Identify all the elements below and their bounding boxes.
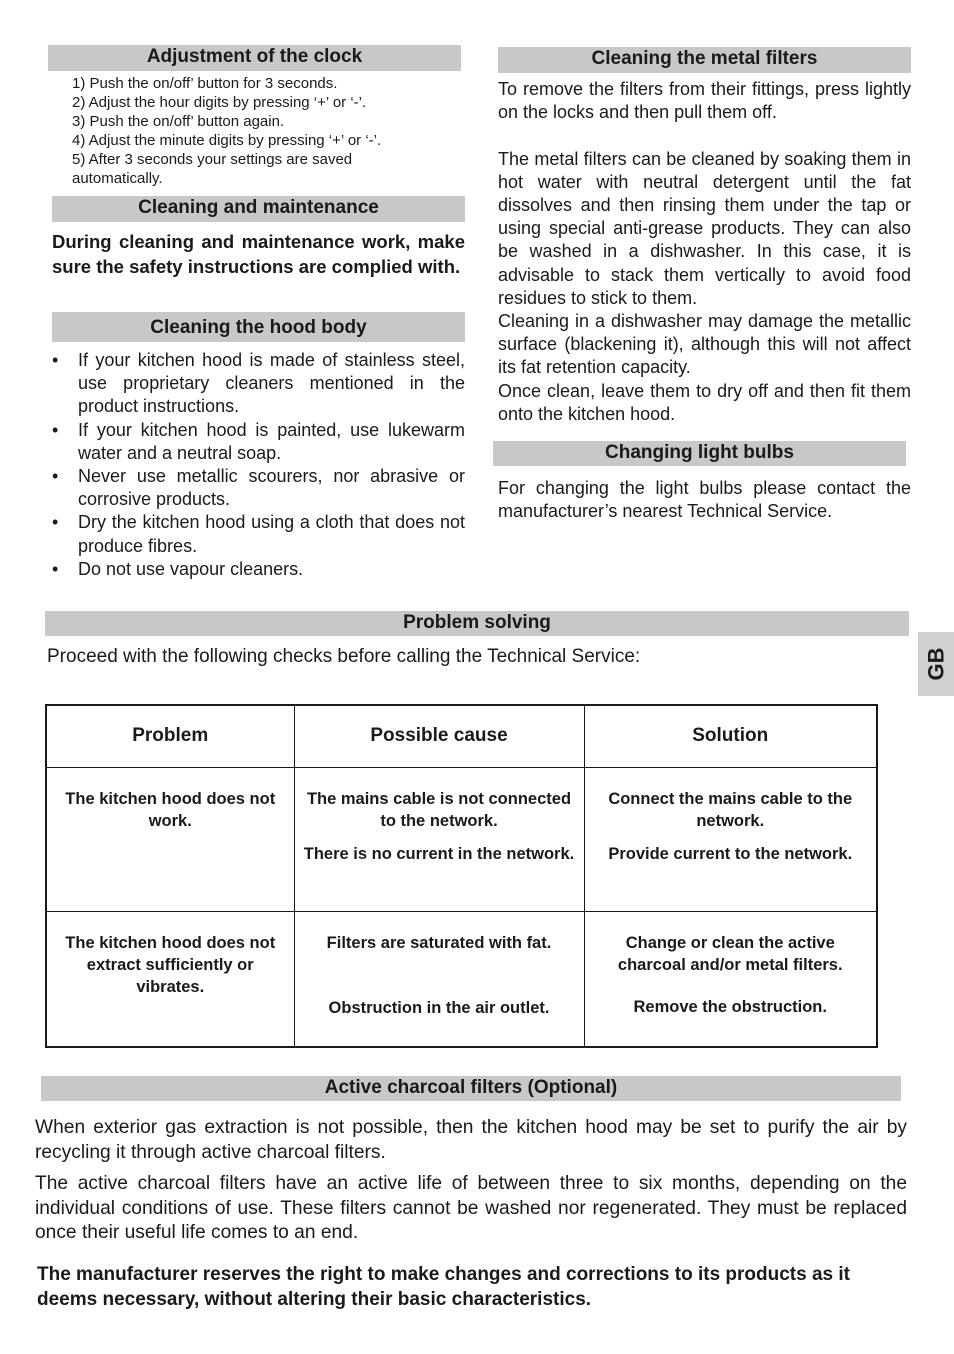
metal-filters-text xyxy=(498,78,911,426)
bullet-item xyxy=(52,419,465,465)
language-tab-gb xyxy=(918,632,954,696)
column-header-problem: Problem xyxy=(46,705,294,767)
column-header-cause: Possible cause xyxy=(294,705,584,767)
table-header-row xyxy=(46,705,877,767)
solution-text: Provide current to the network. xyxy=(608,844,853,863)
solution-text: Remove the obstruction. xyxy=(633,997,827,1016)
hood-body-header: Cleaning the hood body xyxy=(52,312,465,342)
solution-text: Connect the mains cable to the network. xyxy=(608,789,853,830)
problem-solving-header: Problem solving xyxy=(45,611,909,636)
manufacturer-disclaimer: The manufacturer reserves the right to make changes and corrections to its products as it deems necessary, without altering their basic characteristics. xyxy=(37,1264,851,1310)
light-bulbs-header: Changing light bulbs xyxy=(493,441,906,466)
metal-filters-p4: Once clean, leave them to dry off and then fit them onto the kitchen hood. xyxy=(498,380,911,424)
cause-text: There is no current in the network. xyxy=(303,844,575,863)
problem-solving-table xyxy=(45,704,878,1048)
solution-cell xyxy=(584,767,877,911)
clock-step: automatically. xyxy=(72,170,163,187)
hood-body-bullets xyxy=(52,349,465,581)
bullet-icon: • xyxy=(52,558,59,579)
table-row xyxy=(46,911,877,1047)
bullet-item xyxy=(52,349,465,419)
clock-steps-list xyxy=(72,74,452,188)
bullet-text: Do not use vapour cleaners. xyxy=(78,558,304,579)
charcoal-filters-header: Active charcoal filters (Optional) xyxy=(41,1076,901,1101)
problem-cell xyxy=(46,767,294,911)
bullet-text: Dry the kitchen hood using a cloth that does not produce fibres. xyxy=(78,512,465,556)
clock-step: 1) Push the on/off’ button for 3 seconds. xyxy=(72,75,338,92)
bullet-text: If your kitchen hood is made of stainless steel, use proprietary cleaners mentioned in the product instructions. xyxy=(78,350,465,417)
bullet-icon: • xyxy=(52,419,59,440)
clock-step: 3) Push the on/off’ button again. xyxy=(72,113,285,130)
charcoal-p2: The active charcoal filters have an active life of between three to six months, depending on the individual conditions of use. These filters cannot be washed nor regenerated. They must be replaced once their useful life comes to an end. xyxy=(35,1173,907,1243)
problem-solving-intro: Proceed with the following checks before calling the Technical Service: xyxy=(47,646,641,667)
safety-warning: During cleaning and maintenance work, make sure the safety instructions are complied with. xyxy=(52,231,465,277)
column-header-solution: Solution xyxy=(584,705,877,767)
clock-step: 4) Adjust the minute digits by pressing ‘+’ or ‘-’. xyxy=(72,132,382,149)
clock-step: 5) After 3 seconds your settings are saved xyxy=(72,151,353,168)
cause-cell xyxy=(294,911,584,1047)
bullet-item xyxy=(52,465,465,511)
bullet-text: If your kitchen hood is painted, use lukewarm water and a neutral soap. xyxy=(78,419,465,463)
table-row xyxy=(46,767,877,911)
metal-filters-header: Cleaning the metal filters xyxy=(498,47,911,73)
language-tab-label: GB xyxy=(923,647,948,681)
cause-text: Filters are saturated with fat. xyxy=(326,933,552,952)
bullet-text: Never use metallic scourers, nor abrasive or corrosive products. xyxy=(78,466,465,510)
bullet-icon: • xyxy=(52,512,59,533)
bullet-item xyxy=(52,511,465,557)
cause-text: Obstruction in the air outlet. xyxy=(328,998,550,1017)
metal-filters-p3: Cleaning in a dishwasher may damage the metallic surface (blackening it), although this will not affect its fat retention capacity. xyxy=(498,311,911,378)
solution-text: Change or clean the active charcoal and/or metal filters. xyxy=(617,933,843,974)
problem-cell xyxy=(46,911,294,1047)
light-bulbs-text: For changing the light bulbs please contact the manufacturer’s nearest Technical Service. xyxy=(498,478,911,522)
problem-text: The kitchen hood does not extract sufficiently or vibrates. xyxy=(65,933,276,996)
metal-filters-p2: The metal filters can be cleaned by soaking them in hot water with neutral detergent until the fat dissolves and then rinsing them under the tap or using special anti-grease products. They can also be washed in a dishwasher. In this case, it is advisable to stack them vertically to avoid food residues to stick to them. xyxy=(498,148,911,308)
cause-cell xyxy=(294,767,584,911)
charcoal-text xyxy=(35,1116,907,1246)
bullet-item xyxy=(52,558,465,581)
cause-text: The mains cable is not connected to the network. xyxy=(306,789,572,830)
clock-section-header: Adjustment of the clock xyxy=(48,45,461,71)
clock-step: 2) Adjust the hour digits by pressing ‘+’ or ‘-’. xyxy=(72,94,367,111)
cleaning-maintenance-header: Cleaning and maintenance xyxy=(52,196,465,222)
charcoal-p1: When exterior gas extraction is not possible, then the kitchen hood may be set to purify the air by recycling it through active charcoal filters. xyxy=(35,1117,907,1163)
metal-filters-p1: To remove the filters from their fittings, press lightly on the locks and then pull them off. xyxy=(498,79,911,123)
bullet-icon: • xyxy=(52,466,59,487)
bullet-icon: • xyxy=(52,350,59,370)
solution-cell xyxy=(584,911,877,1047)
problem-text: The kitchen hood does not work. xyxy=(65,789,276,830)
